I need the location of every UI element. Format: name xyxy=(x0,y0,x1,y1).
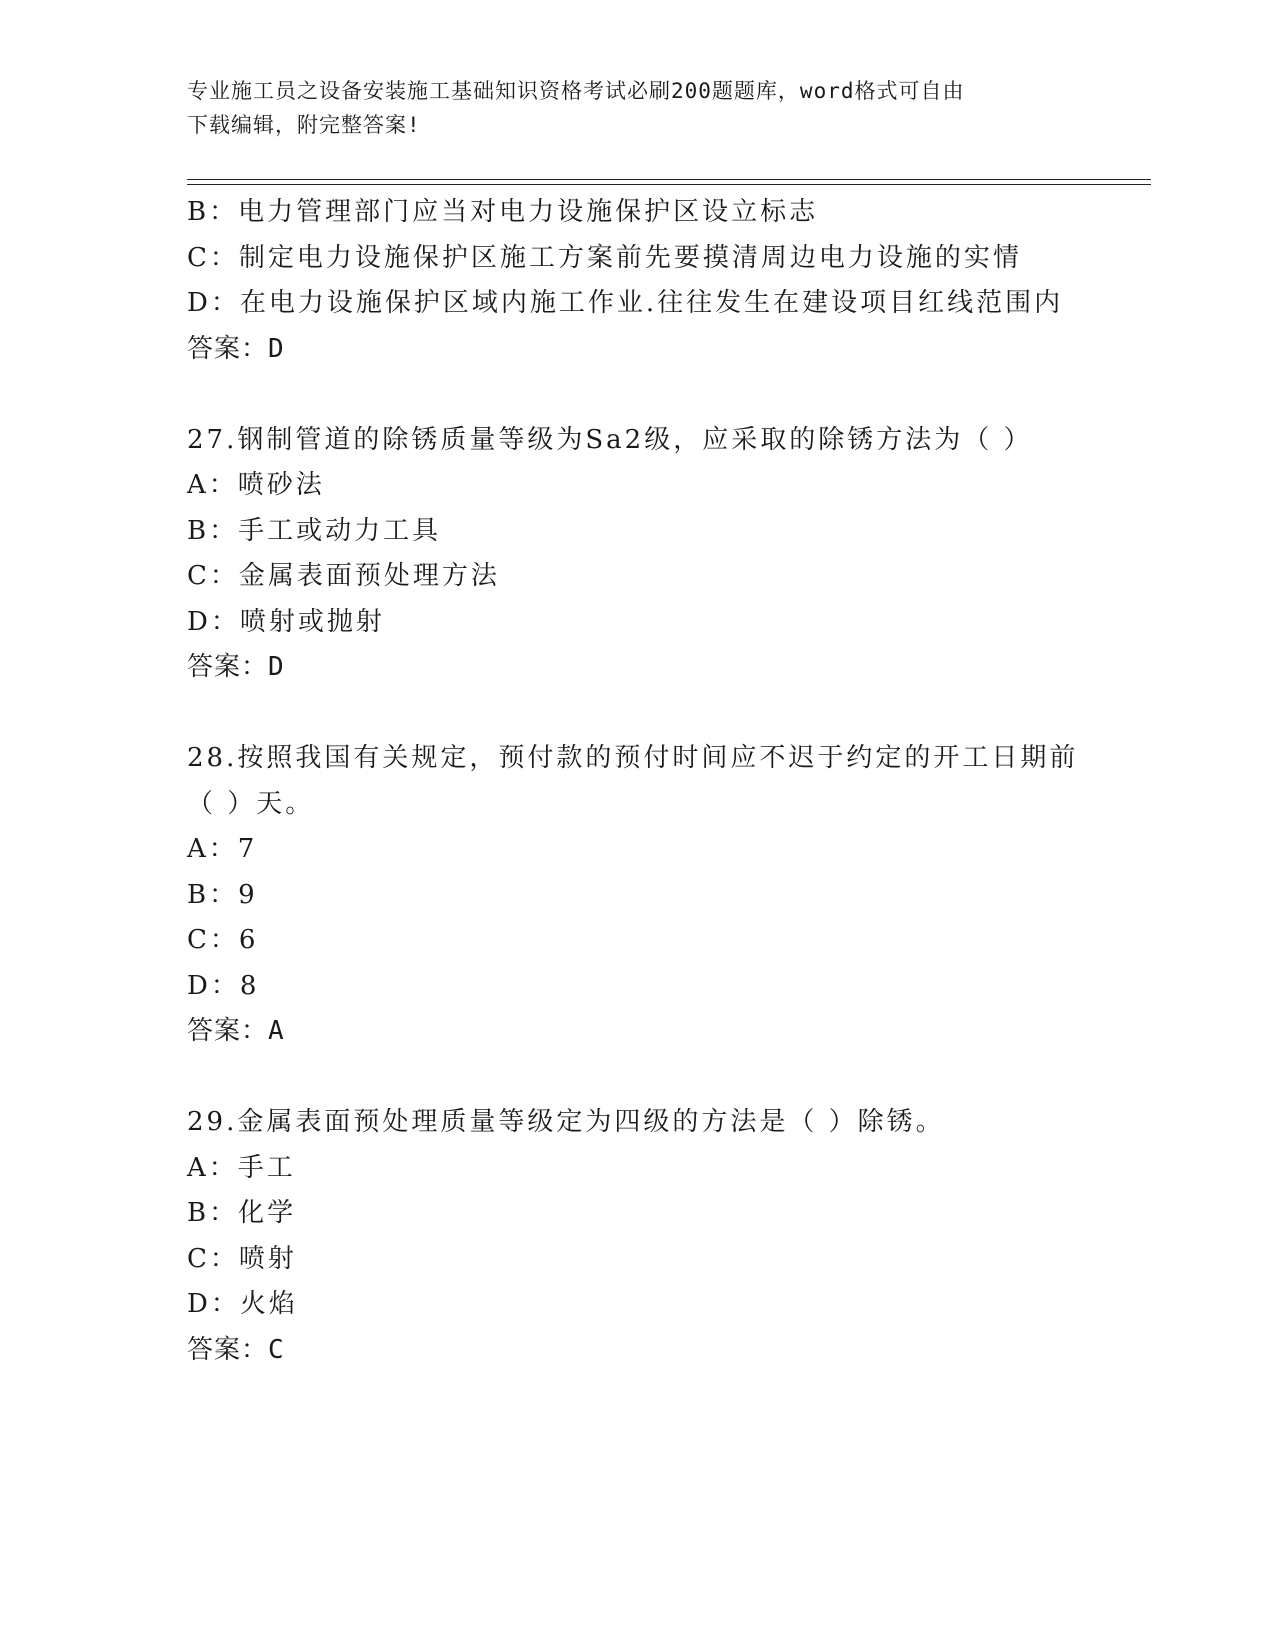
answer-line: 答案：D xyxy=(187,333,285,364)
option-a: A：7 xyxy=(187,834,258,864)
header-line-2: 下载编辑，附完整答案! xyxy=(187,113,421,137)
question-content xyxy=(187,190,1087,1373)
page-header xyxy=(187,74,1067,142)
question-stem: 29.金属表面预处理质量等级定为四级的方法是（ ）除锈。 xyxy=(187,1107,945,1137)
question-28 xyxy=(187,736,1087,1055)
question-stem-line-1: 28.按照我国有关规定，预付款的预付时间应不迟于约定的开工日期前 xyxy=(187,743,1079,773)
option-b: B：电力管理部门应当对电力设施保护区设立标志 xyxy=(187,197,819,227)
option-c: C：制定电力设施保护区施工方案前先要摸清周边电力设施的实情 xyxy=(187,242,1022,273)
option-a: A：手工 xyxy=(187,1152,296,1183)
answer-line: 答案：C xyxy=(187,1334,285,1365)
option-c: C：6 xyxy=(187,925,259,955)
question-27 xyxy=(187,418,1087,691)
header-rule-bottom xyxy=(187,184,1151,185)
option-d: D：喷射或抛射 xyxy=(187,606,385,637)
prev-question-block xyxy=(187,190,1087,372)
question-stem: 27.钢制管道的除锈质量等级为Sa2级，应采取的除锈方法为（ ） xyxy=(187,424,1033,455)
question-stem-line-2: （ ）天。 xyxy=(187,788,315,819)
option-b: B：手工或动力工具 xyxy=(187,515,442,546)
option-c: C：金属表面预处理方法 xyxy=(187,561,500,591)
option-b: B：9 xyxy=(187,879,258,910)
question-29 xyxy=(187,1100,1087,1373)
option-c: C：喷射 xyxy=(187,1243,297,1274)
answer-line: 答案：D xyxy=(187,652,285,682)
header-rule-top xyxy=(187,179,1151,180)
option-d: D：火焰 xyxy=(187,1289,298,1319)
option-b: B：化学 xyxy=(187,1198,297,1228)
answer-line: 答案：A xyxy=(187,1016,285,1046)
option-a: A：喷砂法 xyxy=(187,470,325,500)
option-d: D：8 xyxy=(187,970,260,1001)
header-line-1: 专业施工员之设备安装施工基础知识资格考试必刷200题题库，word格式可自由 xyxy=(187,79,965,103)
option-d: D：在电力设施保护区域内施工作业.往往发生在建设项目红线范围内 xyxy=(187,288,1064,318)
